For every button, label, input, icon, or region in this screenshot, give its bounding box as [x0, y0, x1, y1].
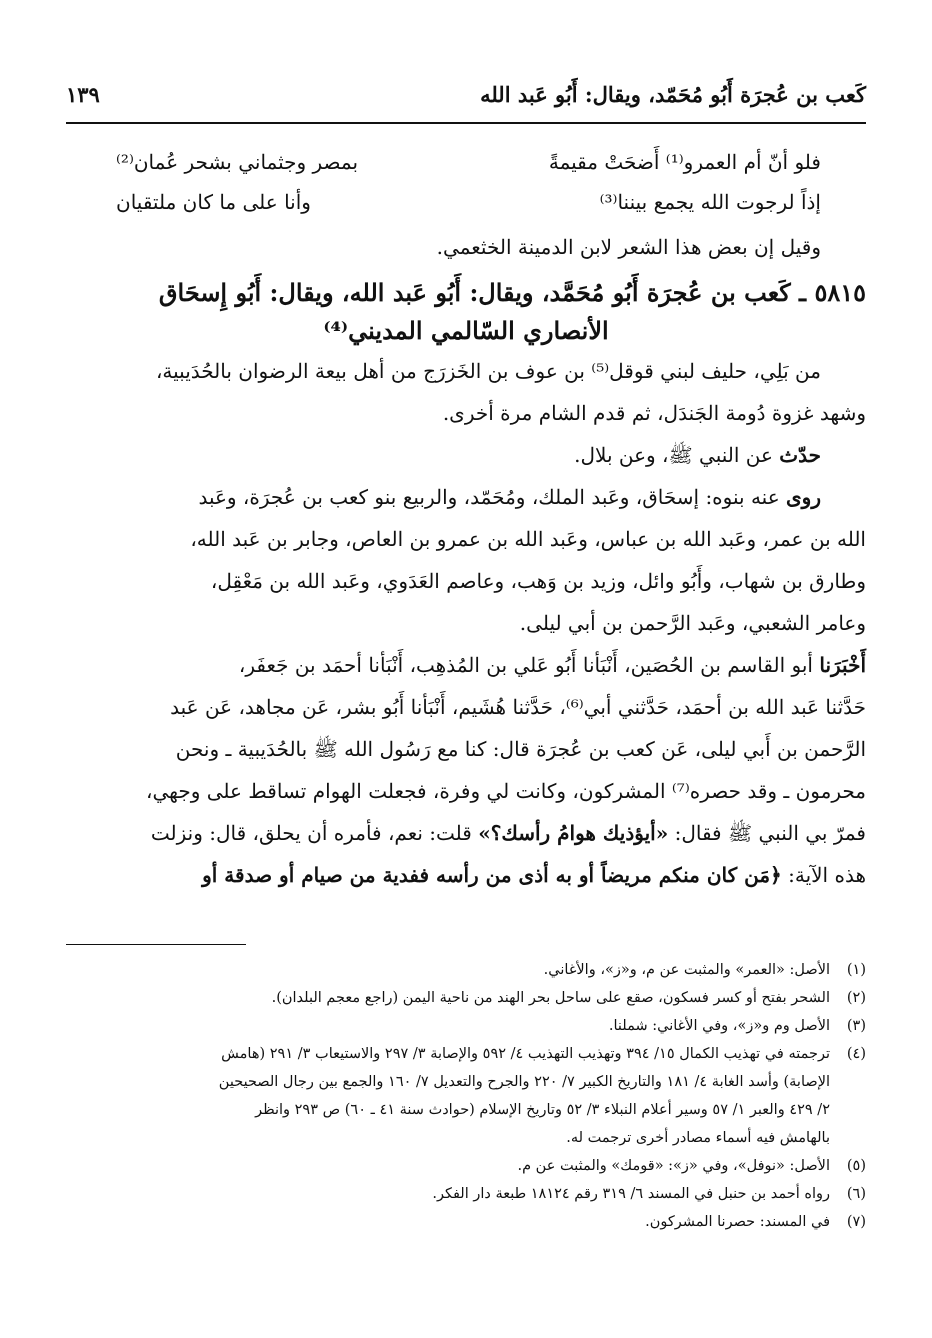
- intro-line-2: وشهد غزوة دُومة الجَندَل، ثم قدم الشام مرة أخرى.: [442, 401, 866, 425]
- verse-1-first-hemistich: فلو أنّ أم العمرو⁽¹⁾ أَضحَتْ مقيمةً: [548, 150, 821, 174]
- hadith-line-5-end: قلت: نعم، فأمره أن يحلق، قال: ونزلت: [150, 821, 479, 845]
- hadath-text: عن النبي ﷺ، وعن بلال.: [574, 443, 773, 467]
- quran-verse: ﴿مَن كان منكم مريضاً أو به أذى من رأسه ففدية من صيام أو صدقة أو: [202, 863, 782, 887]
- footnote-line: بالهامش فيه أسماء مصادر أخرى ترجمت له.: [566, 1130, 830, 1146]
- footnote-line: الأصل وم و«ز»، وفي الأغاني: شملنا.: [608, 1018, 830, 1034]
- footnote-2: [66, 984, 866, 1012]
- hadath-paragraph: [66, 434, 866, 476]
- poem-verse-2: [66, 186, 866, 226]
- footnote-number: (٣): [846, 1018, 866, 1034]
- rawa-label: روى: [786, 485, 821, 509]
- rawa-line-3: وطارق بن شهاب، وأَبُو وائل، وزيد بن وَهب، وعاصم العَدَوي، وعَبد الله بن مَعْقِل،: [210, 569, 866, 593]
- footnote-text: [66, 1040, 830, 1152]
- main-text: [66, 146, 866, 896]
- footnote-text: [66, 1208, 830, 1236]
- prophetic-quote: «أيؤذيك هوامُ رأسك؟»: [478, 821, 669, 845]
- running-title: كَعب بن عُجرَة أَبُو مُحَمّد، ويقال: أَبُو عَبد الله: [480, 82, 866, 107]
- footnote-line: الأصل: «نوفل»، وفي «ز»: «قومك» والمثبت عن م.: [517, 1158, 830, 1174]
- footnote-line: في المسند: حصرنا المشركون.: [645, 1214, 830, 1230]
- poem-attribution-note: وقيل إن بعض هذا الشعر لابن الدمينة الخثعمي.: [436, 235, 821, 259]
- hadath-label: حدّث: [779, 443, 821, 467]
- footnote-7: [66, 1208, 866, 1236]
- footnote-separator: [66, 944, 246, 945]
- verse-1-second-hemistich: بمصر وجثماني بشحر عُمان⁽²⁾: [116, 150, 359, 174]
- rawa-line-4: وعامر الشعبي، وعَبد الرَّحمن بن أبي ليلى.: [519, 611, 866, 635]
- intro-line-1: من بَلِي، حليف لبني قوقل⁽⁵⁾ بن عوف بن الخَزرَج من أهل بيعة الرضوان بالحُدَيبية،: [155, 359, 821, 383]
- footnote-number: (٤): [846, 1046, 866, 1062]
- footnote-line: الشحر بفتح أو كسر فسكون، صقع على ساحل بحر الهند من ناحية اليمن (راجع معجم البلدان).: [271, 990, 830, 1006]
- footnote-text: [66, 984, 830, 1012]
- footnote-6: [66, 1180, 866, 1208]
- footnote-line: الأصل: «العمر» والمثبت عن م، و«ز»، والأغاني.: [543, 962, 830, 978]
- footnote-5: [66, 1152, 866, 1180]
- isnad-line-1: [66, 644, 866, 686]
- akhbarana-label: أَخْبَرَنا: [819, 653, 866, 677]
- entry-title-line-1: ٥٨١٥ ـ كَعب بن عُجرَة أَبُو مُحَمَّد، ويقال: أَبُو عَبد الله، ويقال: أَبُو إِسحَاق: [158, 278, 866, 307]
- footnote-number: (١): [846, 962, 866, 978]
- verse-2-first-hemistich: إذاً لرجوت الله يجمع بيننا⁽³⁾: [599, 190, 821, 214]
- footnote-number: (٦): [846, 1186, 866, 1202]
- footnote-line: ٢/ ٤٢٩ والعبر ١/ ٥٧ وسير أعلام النبلاء ٣/ ٥٢ وتاريخ الإسلام (حوادث سنة ٤١ ـ ٦٠) ص ٢٩٣ وانظر: [255, 1102, 830, 1118]
- footnote-line: ترجمته في تهذيب الكمال ١٥/ ٣٩٤ وتهذيب التهذيب ٤/ ٥٩٢ والإصابة ٣/ ٢٩٧ والاستيعاب ٣/ ٢٩١ (هامش: [221, 1046, 830, 1062]
- rawa-line-1: [66, 476, 866, 518]
- hadith-line-5: [66, 812, 866, 854]
- footnote-line: الإصابة) وأسد الغابة ٤/ ١٨١ والتاريخ الكبير ٧/ ٢٢٠ والجرح والتعديل ٧/ ١٦٠ والجمع بين رجال الصحيحين: [218, 1074, 830, 1090]
- footnote-4: [66, 1040, 866, 1152]
- footnote-3: [66, 1012, 866, 1040]
- isnad-text-1: أبو القاسم بن الحُصَين، أَنْبَأنا أَبُو عَلي بن المُذهِب، أَنْبَأنا أحمَد بن جَعفَر،: [238, 653, 813, 677]
- ayah-line: [66, 854, 866, 896]
- poem-verse-1: [66, 146, 866, 186]
- ayah-intro: هذه الآية:: [781, 863, 866, 887]
- isnad-line-4: محرمون ـ وقد حصره⁽⁷⁾ المشركون، وكانت لي وفرة، فجعلت الهوام تساقط على وجهي،: [145, 779, 866, 803]
- page-header: [66, 76, 866, 116]
- isnad-line-2: حَدَّثنا عَبد الله بن أحمَد، حَدَّثني أبي⁽⁶⁾، حَدَّثنا هُشَيم، أَنْبَأنا أَبُو بشر، عَن مجاهد، عَن عَبد: [170, 695, 866, 719]
- footnote-text: [66, 1012, 830, 1040]
- footnotes: [66, 956, 866, 1236]
- footnote-line: رواه أحمد بن حنبل في المسند ٦/ ٣١٩ رقم ١٨١٢٤ طبعة دار الفكر.: [432, 1186, 830, 1202]
- verse-2-second-hemistich: وأنا على ما كان ملتقيان: [116, 190, 311, 214]
- entry-title-line-2: الأنصاري السّالمي المديني⁽⁴⁾: [323, 316, 609, 345]
- hadith-line-5-start: فمرّ بي النبي ﷺ فقال:: [668, 821, 866, 845]
- footnote-number: (٧): [846, 1214, 866, 1230]
- rawa-line-2: الله بن عمر، وعَبد الله بن عباس، وعَبد الله بن عمرو بن العاص، وجابر بن عَبد الله،: [190, 527, 866, 551]
- header-rule: [66, 122, 866, 124]
- footnote-1: [66, 956, 866, 984]
- footnote-text: [66, 1180, 830, 1208]
- isnad-line-3: الرَّحمن بن أَبي ليلى، عَن كعب بن عُجرَة قال: كنا مع رَسُول الله ﷺ بالحُدَيبية ـ ونحن: [175, 737, 866, 761]
- footnote-text: [66, 1152, 830, 1180]
- footnote-number: (٢): [846, 990, 866, 1006]
- footnote-text: [66, 956, 830, 984]
- footnote-number: (٥): [846, 1158, 866, 1174]
- page-number: ١٣٩: [66, 82, 100, 107]
- rawa-text-1: عنه بنوه: إسحَاق، وعَبد الملك، ومُحَمّد، والربيع بنو كعب بن عُجرَة، وعَبد: [198, 485, 780, 509]
